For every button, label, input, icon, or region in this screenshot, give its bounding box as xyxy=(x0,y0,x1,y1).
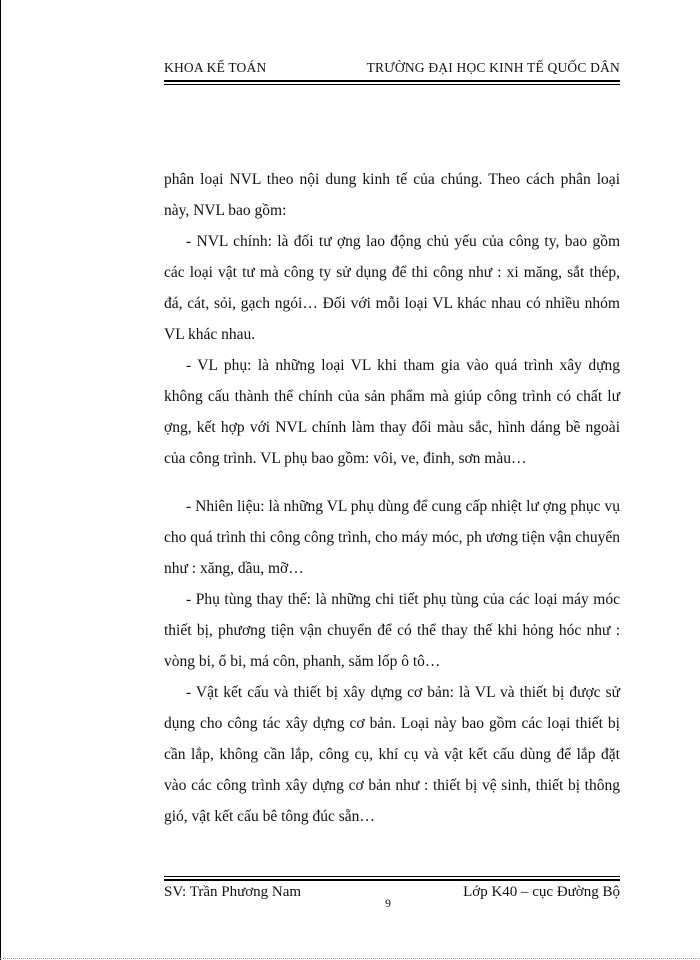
header-rule xyxy=(164,80,620,82)
paragraph-main-materials: - NVL chính: là đối tư ợng lao động chủ yếu của công ty, bao gồm các loại vật tư mà công ty sử dụng để thi công như : xi măng, sắt thép, đá, cát, sỏi, gạch ngói… Đối với mỗi loại VL khác nhau có nhiều nhóm VL khác nhau. xyxy=(164,233,620,343)
page-left-edge xyxy=(0,0,1,960)
page-number: 9 xyxy=(385,896,391,910)
footer-rule-secondary xyxy=(164,876,620,877)
header-university: TRƯỜNG ĐẠI HỌC KINH TẾ QUỐC DÂN xyxy=(366,60,620,75)
footer-rule xyxy=(164,879,620,881)
header-faculty: KHOA KẾ TOÁN xyxy=(164,60,267,75)
footer-class: Lớp K40 – cục Đường Bộ xyxy=(463,884,620,900)
document-body xyxy=(164,164,620,832)
paragraph-auxiliary-materials: - VL phụ: là những loại VL khi tham gia vào quá trình xây dựng không cấu thành thể chính của sản phẩm mà giúp công trình có chất lư ợng, kết hợp với NVL chính làm thay đổi màu sắc, hình dáng bề ngoài của công trình. VL phụ bao gồm: vôi, ve, đinh, sơn màu… xyxy=(164,357,620,467)
paragraph-construction-equipment: - Vật kết cấu và thiết bị xây dựng cơ bản: là VL và thiết bị được sử dụng cho công tác xây dựng cơ bản. Loại này bao gồm các loại thiết bị cần lắp, không cần lắp, công cụ, khí cụ và vật kết cấu dùng để lắp đặt vào các công trình xây dựng cơ bản như : thiết bị vệ sinh, thiết bị thông gió, vật kết cấu bê tông đúc sẵn… xyxy=(164,684,620,825)
page-header xyxy=(164,60,620,76)
footer-student: SV: Trần Phương Nam xyxy=(164,884,302,900)
paragraph-spare-parts: - Phụ tùng thay thế: là những chi tiết phụ tùng của các loại máy móc thiết bị, phương tiện vận chuyển để có thể thay thế khi hỏng hóc như : vòng bi, ổ bi, má côn, phanh, săm lốp ô tô… xyxy=(164,591,620,670)
page-bottom-edge xyxy=(0,958,700,959)
paragraph-fuel: - Nhiên liệu: là những VL phụ dùng để cung cấp nhiệt lư ợng phục vụ cho quá trình thi công công trình, cho máy móc, ph ương tiện vận chuyển như : xăng, dầu, mỡ… xyxy=(164,498,620,577)
header-rule-secondary xyxy=(164,84,620,85)
paragraph-intro: phân loại NVL theo nội dung kinh tế của chúng. Theo cách phân loại này, NVL bao gồm: xyxy=(164,171,620,219)
